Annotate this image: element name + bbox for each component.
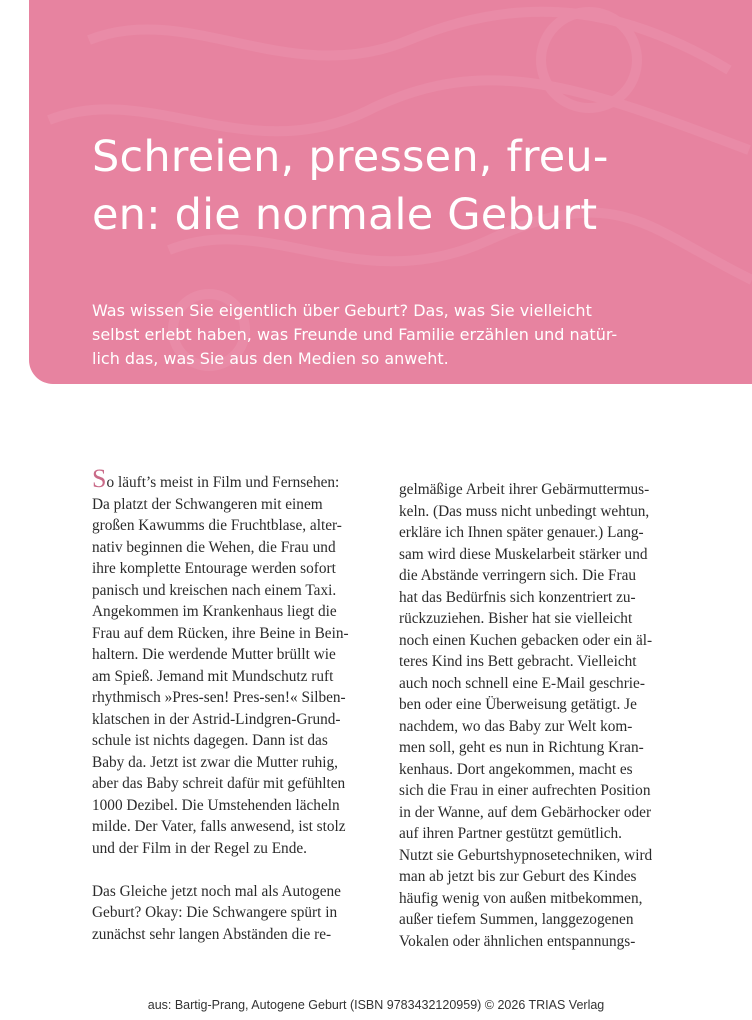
text-line: gelmäßige Arbeit ihrer Gebärmuttermus- bbox=[399, 481, 650, 498]
lead-line: selbst erlebt haben, was Freunde und Familie erzählen und natür- bbox=[92, 325, 618, 344]
text-line: die Abstände verringern sich. Die Frau bbox=[399, 567, 637, 584]
text-line: zunächst sehr langen Abständen die re- bbox=[92, 925, 332, 943]
text-line: sich die Frau in einer aufrechten Position bbox=[399, 782, 651, 799]
text-line: Baby da. Jetzt ist zwar die Mutter ruhig, bbox=[92, 753, 338, 771]
text-line: 1000 Dezibel. Die Umstehenden lächeln bbox=[92, 796, 340, 814]
text-line: Da platzt der Schwangeren mit einem bbox=[92, 495, 323, 513]
source-footer: aus: Bartig-Prang, Autogene Geburt (ISBN 9783432120959) © 2026 TRIAS Verlag bbox=[147, 998, 605, 1012]
text-line: nachdem, wo das Baby zur Welt kom- bbox=[399, 717, 633, 735]
text-line: am Spieß. Jemand mit Mundschutz ruft bbox=[92, 667, 334, 685]
first-line bbox=[92, 464, 392, 494]
text-line: rückzuziehen. Bisher hat sie vielleicht bbox=[399, 610, 633, 627]
first-line-text: o läuft’s meist in Film und Fernsehen: bbox=[106, 474, 340, 491]
text-line: Frau auf dem Rücken, ihre Beine in Bein- bbox=[92, 624, 349, 642]
text-line: hat das Bedürfnis sich konzentriert zu- bbox=[399, 588, 636, 606]
paragraph-gap bbox=[92, 859, 392, 881]
text-line: keln. (Das muss nicht unbedingt wehtun, bbox=[399, 502, 650, 520]
drop-cap: S bbox=[92, 464, 107, 493]
text-line: panisch und kreischen nach einem Taxi. bbox=[92, 581, 337, 599]
text-line: Geburt? Okay: Die Schwangere spürt in bbox=[92, 904, 338, 921]
text-line: Vokalen oder ähnlichen entspannungs- bbox=[399, 932, 636, 950]
text-line: man ab jetzt bis zur Geburt des Kindes bbox=[399, 868, 637, 885]
lead-paragraph bbox=[92, 299, 712, 371]
text-line: und der Film in der Regel zu Ende. bbox=[92, 839, 307, 857]
text-line: ben oder eine Überweisung getätigt. Je bbox=[399, 696, 637, 713]
body-column-left bbox=[92, 464, 392, 945]
text-line: auch noch schnell eine E-Mail geschrie- bbox=[399, 674, 645, 692]
title-line-1: Schreien, pressen, freu- bbox=[92, 132, 609, 182]
text-line: erkläre ich Ihnen später genauer.) Lang- bbox=[399, 524, 644, 541]
text-line: Nutzt sie Geburtshypnosetechniken, wird bbox=[399, 846, 653, 864]
text-line: noch einen Kuchen gebacken oder ein äl- bbox=[399, 631, 653, 649]
text-line: großen Kawumms die Fruchtblase, alter- bbox=[92, 517, 342, 534]
page-title bbox=[92, 128, 732, 244]
text-line: außer tiefem Summen, langgezogenen bbox=[399, 911, 634, 928]
text-line: kenhaus. Dort angekommen, macht es bbox=[399, 760, 633, 778]
lead-line: Was wissen Sie eigentlich über Geburt? Das, was Sie vielleicht bbox=[92, 301, 592, 320]
text-line: teres Kind ins Bett gebracht. Vielleicht bbox=[399, 653, 637, 670]
text-line: ihre komplette Entourage werden sofort bbox=[92, 560, 336, 577]
text-line: aber das Baby schreit dafür mit gefühlten bbox=[92, 775, 346, 792]
lead-line: lich das, was Sie aus den Medien so anweht. bbox=[92, 349, 449, 368]
text-line: Angekommen im Krankenhaus liegt die bbox=[92, 603, 337, 620]
text-line: sam wird diese Muskelarbeit stärker und bbox=[399, 545, 648, 563]
text-line: milde. Der Vater, falls anwesend, ist stolz bbox=[92, 818, 346, 835]
title-line-2: en: die normale Geburt bbox=[92, 190, 598, 240]
text-line: häufig wenig von außen mitbekommen, bbox=[399, 889, 643, 907]
text-line: schule ist nichts dagegen. Dann ist das bbox=[92, 732, 328, 749]
text-line: auf ihren Partner gestützt gemütlich. bbox=[399, 825, 623, 842]
text-line: Das Gleiche jetzt noch mal als Autogene bbox=[92, 882, 341, 900]
text-line: men soll, geht es nun in Richtung Kran- bbox=[399, 739, 644, 756]
text-line: haltern. Die werdende Mutter brüllt wie bbox=[92, 646, 336, 663]
text-line: rhythmisch »Pres-sen! Pres-sen!« Silben- bbox=[92, 689, 346, 706]
text-line: klatschen in der Astrid-Lindgren-Grund- bbox=[92, 710, 341, 728]
body-column-right bbox=[399, 479, 699, 952]
text-line: nativ beginnen die Wehen, die Frau und bbox=[92, 538, 336, 556]
text-line: in der Wanne, auf dem Gebärhocker oder bbox=[399, 803, 652, 821]
